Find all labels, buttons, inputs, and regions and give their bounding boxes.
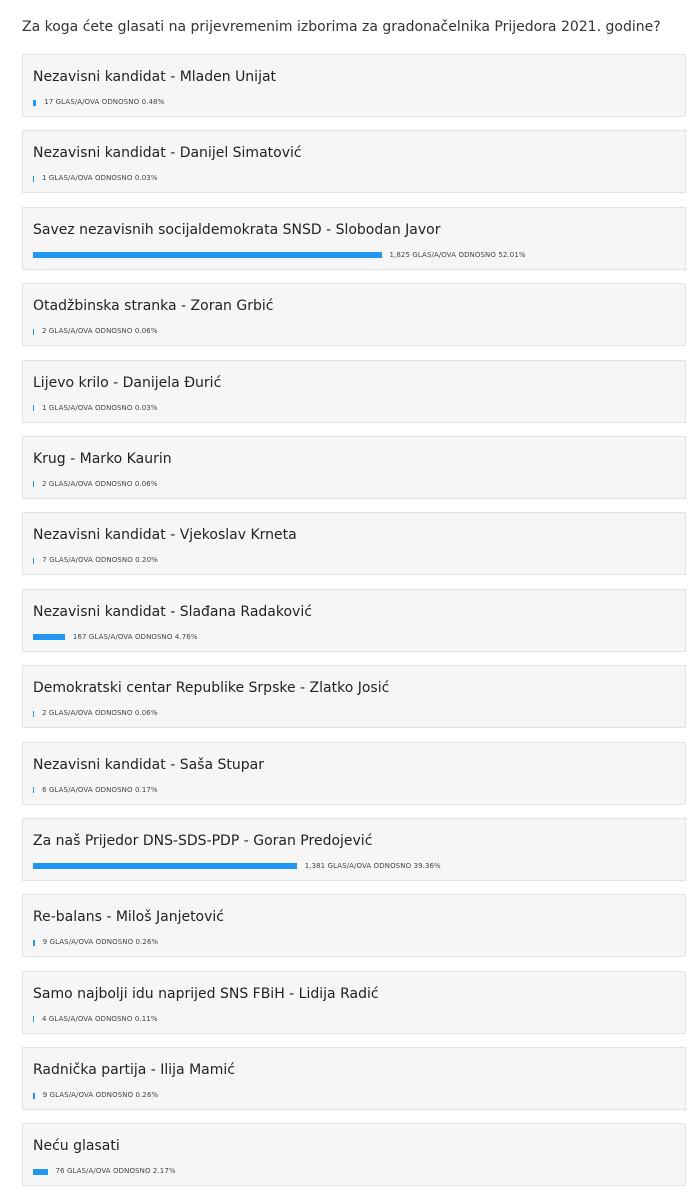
vote-count: 76 bbox=[55, 1167, 65, 1176]
vote-percentage: 2.17% bbox=[152, 1167, 176, 1176]
vote-count: 17 bbox=[44, 98, 54, 106]
answer-result bbox=[33, 480, 158, 489]
answer-label: Samo najbolji idu naprijed SNS FBiH - Lidija Radić bbox=[33, 985, 379, 1002]
vote-count: 6 bbox=[42, 785, 47, 794]
answer-label: Krug - Marko Kaurin bbox=[33, 450, 172, 467]
vote-count: 2 bbox=[42, 327, 47, 336]
vote-percentage: 0.26% bbox=[135, 1091, 159, 1100]
answer-result bbox=[33, 556, 158, 565]
answer-result bbox=[33, 786, 158, 795]
result-bar bbox=[33, 1169, 48, 1175]
relation-word: ODNOSNO bbox=[94, 1014, 133, 1023]
result-text bbox=[42, 709, 158, 718]
result-text bbox=[42, 174, 158, 183]
result-bar bbox=[33, 100, 36, 106]
relation-word: ODNOSNO bbox=[94, 479, 133, 488]
vote-count: 1 bbox=[42, 403, 47, 412]
vote-unit: GLAS/A/OVA bbox=[66, 1167, 111, 1176]
result-text bbox=[73, 633, 198, 642]
poll-answer bbox=[22, 665, 686, 728]
result-text bbox=[42, 404, 158, 413]
vote-unit: GLAS/A/OVA bbox=[48, 709, 93, 718]
answer-result bbox=[33, 251, 526, 260]
answer-label: Neću glasati bbox=[33, 1138, 120, 1155]
result-text bbox=[42, 480, 158, 489]
result-text bbox=[42, 556, 158, 565]
vote-count: 2 bbox=[42, 709, 47, 718]
poll-answer bbox=[22, 283, 686, 346]
answer-result bbox=[33, 633, 198, 642]
answer-result bbox=[33, 327, 158, 336]
result-text bbox=[42, 327, 158, 336]
result-text bbox=[43, 1091, 159, 1100]
poll-answer bbox=[22, 818, 686, 881]
answer-label: Nezavisni kandidat - Vjekoslav Krneta bbox=[33, 527, 297, 544]
vote-unit: GLAS/A/OVA bbox=[48, 479, 93, 488]
vote-percentage: 0.48% bbox=[141, 98, 165, 106]
vote-percentage: 0.06% bbox=[134, 327, 158, 336]
vote-unit: GLAS/A/OVA bbox=[55, 98, 100, 106]
vote-unit: GLAS/A/OVA bbox=[48, 785, 93, 794]
vote-unit: GLAS/A/OVA bbox=[49, 556, 93, 565]
answer-result bbox=[33, 709, 158, 718]
answer-label: Re-balans - Miloš Janjetović bbox=[33, 909, 224, 926]
result-text bbox=[56, 1167, 176, 1176]
vote-count: 1 bbox=[42, 174, 47, 183]
vote-count: 1,381 bbox=[304, 861, 326, 870]
poll-answer bbox=[22, 1123, 686, 1186]
relation-word: ODNOSNO bbox=[94, 174, 133, 183]
poll-answer bbox=[22, 207, 686, 270]
poll-answer bbox=[22, 742, 686, 805]
vote-percentage: 4.76% bbox=[174, 632, 198, 641]
vote-unit: GLAS/A/OVA bbox=[88, 632, 133, 641]
poll-answers bbox=[22, 54, 686, 1186]
relation-word: ODNOSNO bbox=[101, 98, 140, 106]
vote-count: 1,825 bbox=[389, 250, 411, 259]
vote-count: 167 bbox=[72, 632, 87, 641]
poll-answer bbox=[22, 54, 686, 117]
answer-result bbox=[33, 404, 158, 413]
result-bar bbox=[33, 176, 34, 182]
result-text bbox=[43, 938, 159, 947]
vote-unit: GLAS/A/OVA bbox=[49, 938, 94, 947]
relation-word: ODNOSNO bbox=[458, 250, 496, 259]
poll-answer bbox=[22, 1047, 686, 1110]
relation-word: ODNOSNO bbox=[95, 785, 133, 794]
result-bar bbox=[33, 405, 34, 411]
answer-result bbox=[33, 938, 158, 947]
result-text bbox=[42, 1015, 158, 1024]
vote-percentage: 0.26% bbox=[135, 938, 159, 947]
vote-unit: GLAS/A/OVA bbox=[48, 1014, 93, 1023]
answer-label: Nezavisni kandidat - Danijel Simatović bbox=[33, 145, 302, 162]
result-bar bbox=[33, 634, 65, 640]
vote-unit: GLAS/A/OVA bbox=[48, 403, 93, 412]
vote-percentage: 0.20% bbox=[135, 556, 158, 565]
result-bar bbox=[33, 481, 34, 487]
vote-percentage: 0.06% bbox=[134, 709, 158, 718]
vote-count: 2 bbox=[42, 479, 47, 488]
result-text bbox=[305, 862, 441, 871]
relation-word: ODNOSNO bbox=[95, 1091, 134, 1100]
answer-label: Savez nezavisnih socijaldemokrata SNSD - Slobodan Javor bbox=[33, 221, 441, 238]
result-bar bbox=[33, 1016, 34, 1022]
result-bar bbox=[33, 940, 35, 946]
answer-label: Radnička partija - Ilija Mamić bbox=[33, 1062, 235, 1079]
result-bar bbox=[33, 863, 297, 869]
result-bar bbox=[33, 787, 34, 793]
vote-percentage: 39.36% bbox=[413, 861, 441, 870]
poll-answer bbox=[22, 589, 686, 652]
vote-unit: GLAS/A/OVA bbox=[48, 174, 93, 183]
relation-word: ODNOSNO bbox=[94, 709, 133, 718]
result-text bbox=[42, 786, 158, 795]
answer-label: Nezavisni kandidat - Mladen Unijat bbox=[33, 69, 277, 85]
answer-label: Za naš Prijedor DNS-SDS-PDP - Goran Predojević bbox=[33, 832, 373, 849]
vote-percentage: 0.17% bbox=[134, 785, 158, 794]
answer-label: Otadžbinska stranka - Zoran Grbić bbox=[33, 298, 274, 315]
vote-count: 4 bbox=[42, 1014, 47, 1023]
vote-percentage: 0.03% bbox=[134, 403, 158, 412]
result-text bbox=[390, 251, 526, 260]
vote-percentage: 52.01% bbox=[498, 250, 526, 259]
relation-word: ODNOSNO bbox=[95, 556, 133, 565]
vote-count: 7 bbox=[42, 556, 47, 565]
answer-result bbox=[33, 862, 441, 871]
poll-answer bbox=[22, 512, 686, 575]
answer-label: Nezavisni kandidat - Slađana Radaković bbox=[33, 603, 312, 620]
result-bar bbox=[33, 1093, 35, 1099]
relation-word: ODNOSNO bbox=[94, 403, 133, 412]
vote-percentage: 0.03% bbox=[134, 174, 158, 183]
vote-unit: GLAS/A/OVA bbox=[49, 1091, 94, 1100]
vote-percentage: 0.06% bbox=[134, 479, 158, 488]
poll-answer bbox=[22, 436, 686, 499]
answer-result bbox=[33, 1167, 176, 1176]
vote-unit: GLAS/A/OVA bbox=[48, 327, 93, 336]
answer-label: Nezavisni kandidat - Saša Stupar bbox=[33, 756, 264, 773]
poll-answer bbox=[22, 360, 686, 423]
relation-word: ODNOSNO bbox=[94, 327, 133, 336]
poll-answer bbox=[22, 130, 686, 193]
answer-label: Lijevo krilo - Danijela Đurić bbox=[33, 374, 222, 391]
relation-word: ODNOSNO bbox=[134, 632, 173, 641]
relation-word: ODNOSNO bbox=[373, 861, 412, 870]
poll-answer bbox=[22, 894, 686, 957]
relation-word: ODNOSNO bbox=[95, 938, 134, 947]
answer-result bbox=[33, 98, 164, 107]
relation-word: ODNOSNO bbox=[113, 1167, 151, 1176]
vote-percentage: 0.11% bbox=[134, 1014, 158, 1023]
result-bar bbox=[33, 711, 34, 717]
poll-answer bbox=[22, 971, 686, 1034]
answer-result bbox=[33, 1091, 158, 1100]
result-bar bbox=[33, 252, 382, 258]
poll-question: Za koga ćete glasati na prijevremenim izborima za gradonačelnika Prijedora 2021. godine? bbox=[22, 19, 661, 35]
result-bar bbox=[33, 558, 34, 564]
result-text bbox=[44, 98, 164, 107]
vote-count: 9 bbox=[42, 938, 48, 947]
vote-unit: GLAS/A/OVA bbox=[412, 250, 457, 259]
vote-count: 9 bbox=[42, 1091, 48, 1100]
answer-result bbox=[33, 1015, 158, 1024]
vote-unit: GLAS/A/OVA bbox=[327, 861, 372, 870]
result-bar bbox=[33, 329, 34, 335]
answer-label: Demokratski centar Republike Srpske - Zlatko Josić bbox=[33, 680, 390, 697]
answer-result bbox=[33, 174, 158, 183]
